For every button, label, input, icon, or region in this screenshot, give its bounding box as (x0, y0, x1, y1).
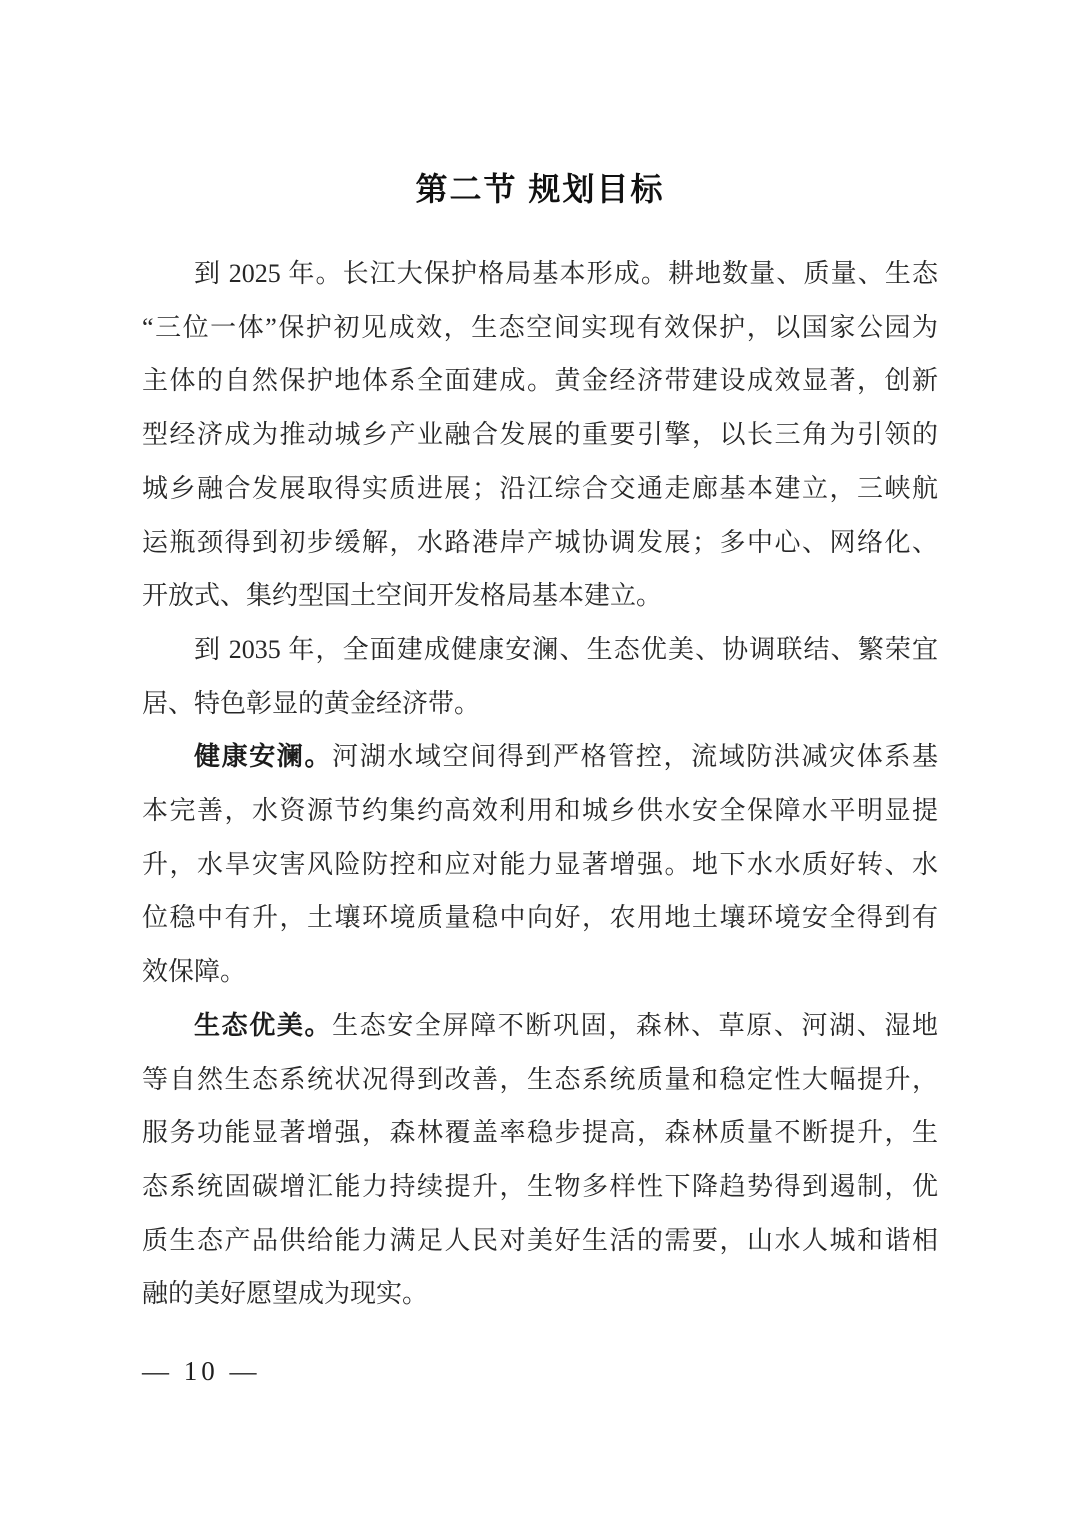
text-line (142, 730, 938, 784)
text-line: 城乡融合发展取得实质进展；沿江综合交通走廊基本建立，三峡航 (142, 473, 938, 503)
text-line: “三位一体”保护初见成效，生态空间实现有效保护，以国家公园为 (142, 312, 938, 342)
body-paragraph (142, 730, 938, 999)
text-line-segment: 河湖水域空间得到严格管控，流域防洪减灾体系基 (332, 742, 938, 772)
text-line: 型经济成为推动城乡产业融合发展的重要引擎，以长三角为引领的 (142, 420, 938, 450)
text-line: 效保障。 (142, 957, 247, 987)
body-paragraph (142, 247, 938, 623)
text-line: 居、特色彰显的黄金经济带。 (142, 688, 481, 718)
text-line: 运瓶颈得到初步缓解，水路港岸产城协调发展；多中心、网络化、 (142, 527, 938, 557)
body-paragraph (142, 999, 938, 1321)
document-body (142, 247, 938, 1321)
text-line: 位稳中有升，土壤环境质量稳中向好，农用地土壤环境安全得到有 (142, 903, 938, 933)
paragraph-lead: 健康安澜。 (194, 742, 333, 772)
text-line: 开放式、集约型国土空间开发格局基本建立。 (142, 581, 663, 611)
page-number-footer: — 10 — (142, 1356, 261, 1386)
text-line: 融的美好愿望成为现实。 (142, 1279, 429, 1309)
text-line: 质生态产品供给能力满足人民对美好生活的需要，山水人城和谐相 (142, 1225, 938, 1255)
paragraph-lead: 生态优美。 (194, 1010, 333, 1040)
text-line: 态系统固碳增汇能力持续提升，生物多样性下降趋势得到遏制，优 (142, 1171, 938, 1201)
text-line (142, 999, 938, 1053)
body-paragraph (142, 623, 938, 730)
text-line: 服务功能显著增强，森林覆盖率稳步提高，森林质量不断提升，生 (142, 1118, 938, 1148)
text-line: 到 2035 年，全面建成健康安澜、生态优美、协调联结、繁荣宜 (194, 634, 938, 664)
text-line: 升，水旱灾害风险防控和应对能力显著增强。地下水水质好转、水 (142, 849, 938, 879)
text-line: 到 2025 年。长江大保护格局基本形成。耕地数量、质量、生态 (194, 259, 938, 288)
text-line: 本完善，水资源节约集约高效利用和城乡供水安全保障水平明显提 (142, 796, 938, 826)
section-title: 第二节 规划目标 (415, 171, 665, 207)
text-line: 等自然生态系统状况得到改善，生态系统质量和稳定性大幅提升， (142, 1064, 938, 1094)
text-line-segment: 生态安全屏障不断巩固，森林、草原、河湖、湿地 (332, 1010, 938, 1040)
text-line: 主体的自然保护地体系全面建成。黄金经济带建设成效显著，创新 (142, 366, 938, 396)
